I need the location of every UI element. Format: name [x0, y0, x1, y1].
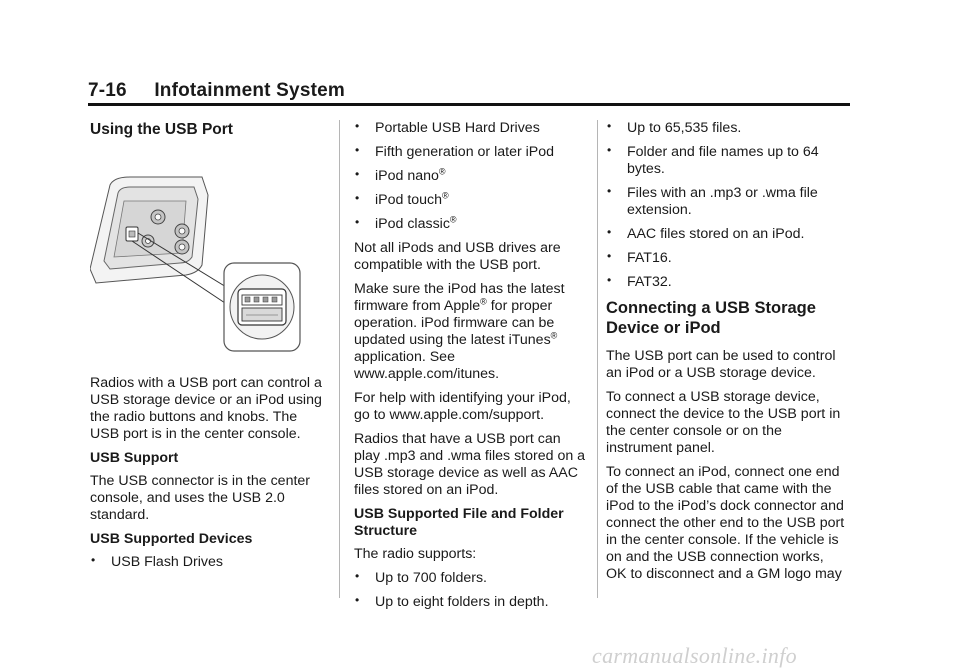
list-item: • FAT32. — [606, 274, 846, 291]
connect-paragraph-1: The USB port can be used to control an iPod or a USB storage device. — [606, 348, 836, 381]
firmware-paragraph — [354, 281, 590, 383]
firmware-text-2: for proper operation. iPod firmware can be updated using the latest iTunes — [354, 298, 555, 348]
list-item: • Up to 700 folders. — [354, 570, 590, 587]
column-divider-1 — [339, 120, 340, 598]
registered-mark: ® — [550, 330, 558, 341]
list-item: • Files with an .mp3 or .wma file extension. — [606, 185, 846, 219]
column-1 — [90, 120, 326, 578]
supported-devices-heading: USB Supported Devices — [90, 531, 253, 547]
connect-paragraph-3: To connect an iPod, connect one end of the USB cable that came with the iPod to the iPod’s dock connector and connect the other end to the USB port in the center console. If the vehicle is on and the USB connection works, OK to disconnect and a GM logo may — [606, 464, 845, 582]
registered-mark: ® — [480, 296, 487, 307]
list-item-text: iPod touch — [375, 192, 443, 208]
radio-supports-text: The radio supports: — [354, 546, 477, 562]
usb-support-paragraph: The USB connector is in the center console, and uses the USB 2.0 standard. — [90, 473, 311, 523]
header-rule — [88, 103, 850, 106]
column-2 — [354, 120, 590, 618]
column-3 — [606, 120, 846, 590]
watermark: carmanualsonline.info — [592, 643, 797, 668]
list-item — [354, 192, 590, 209]
registered-mark: ® — [442, 190, 449, 201]
intro-paragraph: Radios with a USB port can control a USB storage device or an iPod using the radio buttons and knobs. The USB port is in the center console. — [90, 375, 322, 442]
list-item-text: Fifth generation or later iPod — [375, 144, 555, 160]
list-item-text: Portable USB Hard Drives — [375, 120, 540, 136]
list-item: • Up to eight folders in depth. — [354, 594, 590, 611]
heading-connecting-usb: Connecting a USB Storage Device or iPod — [606, 299, 816, 337]
header-text — [88, 80, 850, 102]
usb-port-drawing — [90, 165, 302, 355]
firmware-text-1: Make sure the iPod has the latest firmware from Apple — [354, 281, 565, 314]
page-number: 7-16 — [88, 80, 127, 101]
list-item: • AAC files stored on an iPod. — [606, 226, 846, 243]
list-item: • USB Flash Drives — [90, 554, 326, 571]
registered-mark: ® — [449, 214, 457, 225]
compat-note: Not all iPods and USB drives are compatible with the USB port. — [354, 240, 561, 273]
file-structure-heading: USB Supported File and Folder Structure — [354, 506, 564, 539]
connect-paragraph-2: To connect a USB storage device, connect the device to the USB port in the center console or on the instrument panel. — [606, 389, 841, 456]
list-item — [354, 216, 590, 233]
list-item: • FAT16. — [606, 250, 846, 267]
list-item-text: iPod classic — [375, 216, 450, 232]
page-header — [88, 80, 850, 108]
firmware-text-3: application. See www.apple.com/itunes. — [354, 349, 500, 382]
list-item: • Up to 65,535 files. — [606, 120, 846, 137]
usb-support-heading: USB Support — [90, 450, 179, 466]
list-item — [354, 144, 590, 161]
devices-list-start — [90, 554, 326, 571]
help-paragraph: For help with identifying your iPod, go to www.apple.com/support. — [354, 390, 571, 423]
list-item: • Folder and file names up to 64 bytes. — [606, 144, 846, 178]
registered-mark: ® — [438, 166, 446, 177]
list-item — [354, 120, 590, 137]
list-item-text: iPod nano — [375, 168, 439, 184]
usb-port-illustration — [90, 165, 302, 355]
section-title: Infotainment System — [154, 80, 345, 101]
list-item — [354, 168, 590, 185]
devices-list-continued — [354, 120, 590, 233]
column-divider-2 — [597, 120, 598, 598]
supports-list-continued — [606, 120, 846, 291]
heading-using-usb-port: Using the USB Port — [90, 121, 233, 138]
radios-paragraph: Radios that have a USB port can play .mp3 and .wma files stored on a USB storage device as well as AAC files stored on an iPod. — [354, 431, 586, 498]
supports-list — [354, 570, 590, 611]
